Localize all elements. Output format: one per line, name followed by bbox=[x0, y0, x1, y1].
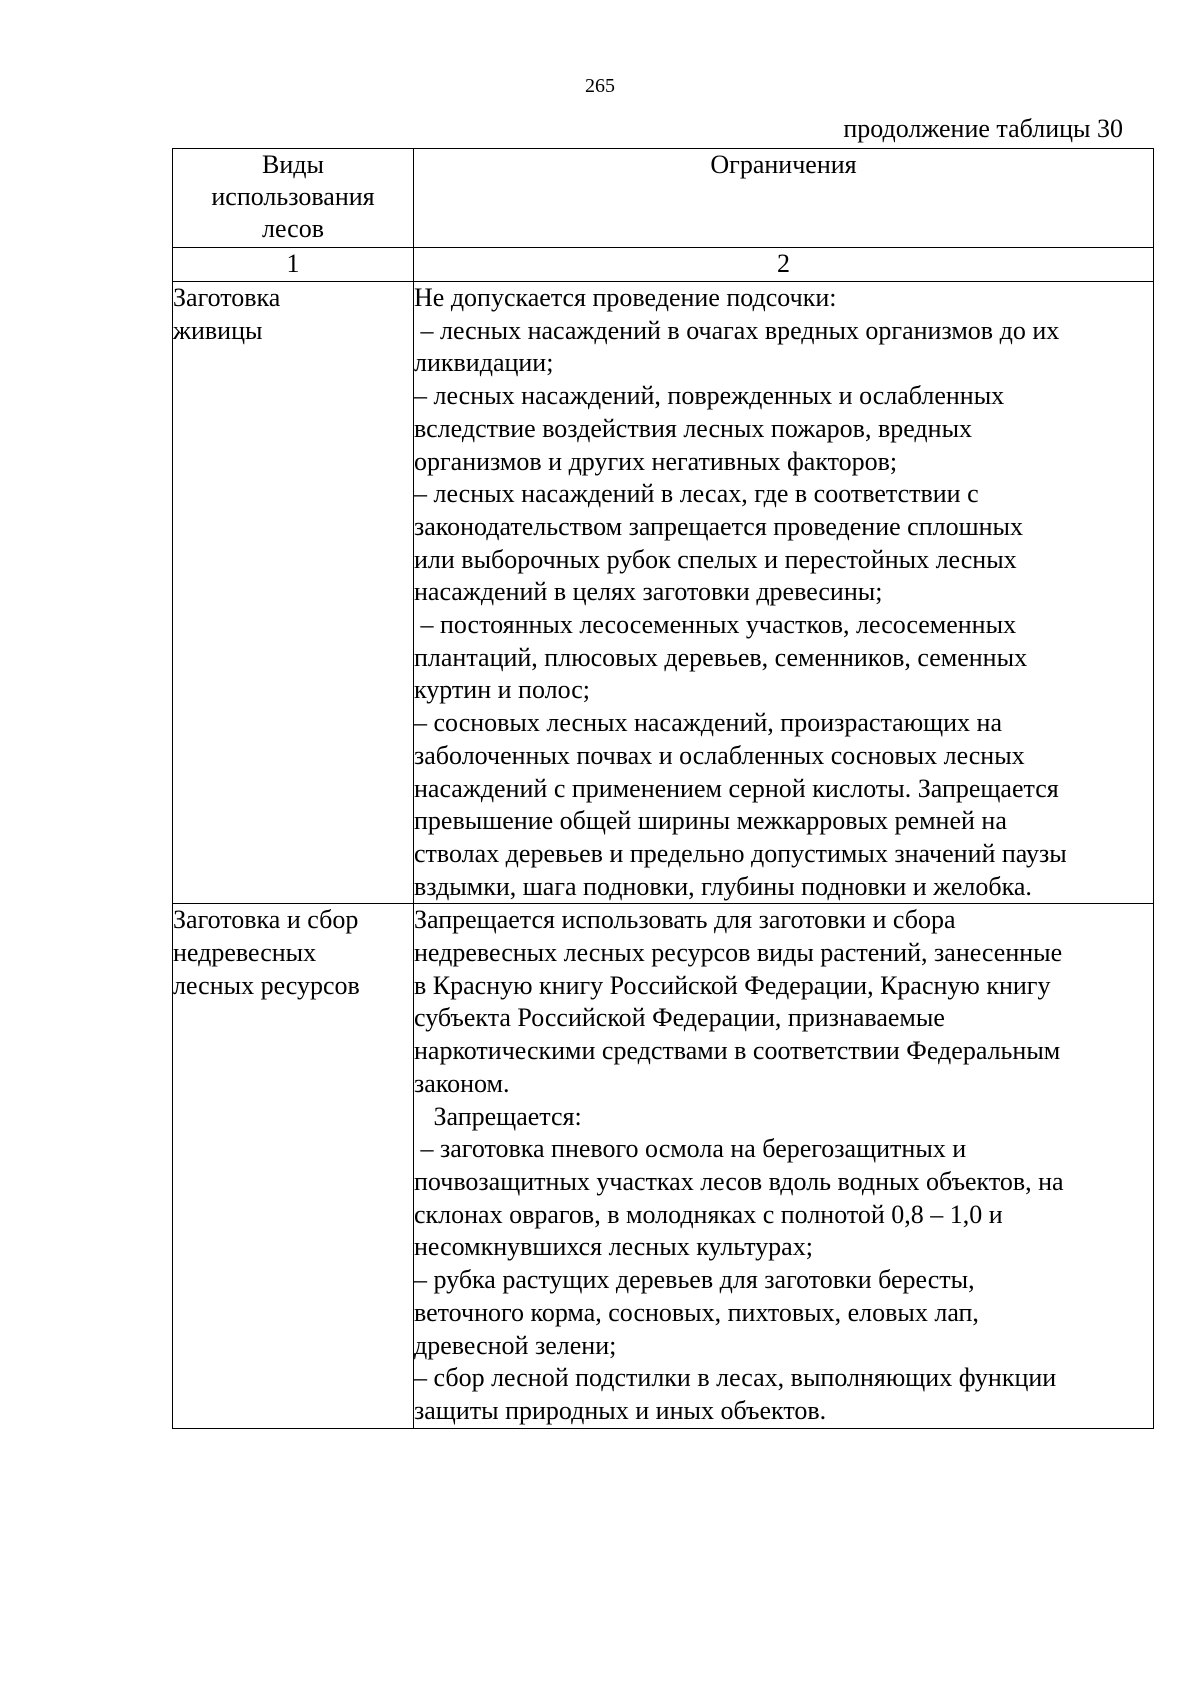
column-number: 2 bbox=[414, 248, 1154, 282]
forest-use-type-line: недревесных bbox=[173, 938, 317, 968]
header-line: использования bbox=[211, 182, 375, 211]
table-header-row bbox=[173, 149, 1154, 248]
restriction-line: или выборочных рубок спелых и перестойных лесных bbox=[414, 544, 1017, 574]
restriction-line: превышение общей ширины межкарровых ремней на bbox=[414, 806, 1007, 836]
restriction-line: ликвидации; bbox=[414, 348, 554, 378]
table-row bbox=[173, 282, 1154, 904]
forest-use-type-line: Заготовка и сбор bbox=[173, 905, 359, 935]
restriction-line: склонах оврагов, в молодняках с полнотой 0,8 – 1,0 и bbox=[414, 1199, 1003, 1229]
restriction-line: несомкнувшихся лесных культурах; bbox=[414, 1232, 813, 1262]
restriction-line: организмов и других негативных факторов; bbox=[414, 446, 898, 476]
header-restrictions: Ограничения bbox=[414, 149, 1154, 248]
restriction-line: заболоченных почвах и ослабленных сосновых лесных bbox=[414, 740, 1025, 770]
restriction-line: вследствие воздействия лесных пожаров, вредных bbox=[414, 413, 973, 443]
forest-use-type-line: лесных ресурсов bbox=[173, 970, 360, 1000]
restriction-line: древесной зелени; bbox=[414, 1330, 617, 1360]
restriction-line: – постоянных лесосеменных участков, лесосеменных bbox=[414, 610, 1017, 640]
restriction-line: куртин и полос; bbox=[414, 675, 590, 705]
restriction-line: в Красную книгу Российской Федерации, Красную книгу bbox=[414, 970, 1051, 1000]
header-line: лесов bbox=[262, 214, 324, 243]
table-row bbox=[173, 904, 1154, 1428]
restriction-line: Запрещается: bbox=[414, 1101, 582, 1131]
restriction-line: вздымки, шага подновки, глубины подновки и желобка. bbox=[414, 871, 1032, 901]
restriction-line: защиты природных и иных объектов. bbox=[414, 1395, 827, 1425]
restriction-line: насаждений с применением серной кислоты. Запрещается bbox=[414, 773, 1059, 803]
restrictions-cell bbox=[414, 282, 1154, 904]
restriction-line: – сбор лесной подстилки в лесах, выполняющих функции bbox=[414, 1363, 1057, 1393]
restriction-line: почвозащитных участках лесов вдоль водных объектов, на bbox=[414, 1166, 1064, 1196]
restriction-line: веточного корма, сосновых, пихтовых, еловых лап, bbox=[414, 1297, 979, 1327]
restriction-line: субъекта Российской Федерации, признаваемые bbox=[414, 1003, 945, 1033]
restriction-line: стволах деревьев и предельно допустимых значений паузы bbox=[414, 838, 1067, 868]
restriction-line: законодательством запрещается проведение сплошных bbox=[414, 511, 1023, 541]
restriction-line: – лесных насаждений, поврежденных и ослабленных bbox=[414, 381, 1005, 411]
restriction-line: – лесных насаждений в очагах вредных организмов до их bbox=[414, 315, 1060, 345]
restriction-line: наркотическими средствами в соответствии Федеральным bbox=[414, 1036, 1061, 1066]
table-continuation-label: продолжение таблицы 30 bbox=[843, 114, 1123, 143]
page-number: 265 bbox=[585, 75, 615, 97]
column-number-row bbox=[173, 248, 1154, 282]
restrictions-cell bbox=[414, 904, 1154, 1428]
header-line: Виды bbox=[262, 150, 324, 179]
forest-use-type-cell bbox=[173, 904, 414, 1428]
restriction-line: плантаций, плюсовых деревьев, семенников, семенных bbox=[414, 642, 1028, 672]
restriction-line: – рубка растущих деревьев для заготовки бересты, bbox=[414, 1265, 975, 1295]
restriction-line: Запрещается использовать для заготовки и сбора bbox=[414, 905, 956, 935]
restriction-line: – лесных насаждений в лесах, где в соответствии с bbox=[414, 479, 979, 509]
restrictions-table bbox=[172, 148, 1154, 1429]
restriction-line: – сосновых лесных насаждений, произрастающих на bbox=[414, 708, 1003, 738]
column-number: 1 bbox=[173, 248, 414, 282]
restriction-line: – заготовка пневого осмола на берегозащитных и bbox=[414, 1134, 967, 1164]
restriction-line: законом. bbox=[414, 1068, 510, 1098]
forest-use-type-cell bbox=[173, 282, 414, 904]
forest-use-type-line: Заготовка bbox=[173, 283, 281, 312]
restriction-line: насаждений в целях заготовки древесины; bbox=[414, 577, 883, 607]
restriction-line: недревесных лесных ресурсов виды растений, занесенные bbox=[414, 938, 1063, 968]
forest-use-type-line: живицы bbox=[173, 315, 263, 345]
restriction-line: Не допускается проведение подсочки: bbox=[414, 283, 837, 312]
header-forest-use-types bbox=[173, 149, 414, 248]
